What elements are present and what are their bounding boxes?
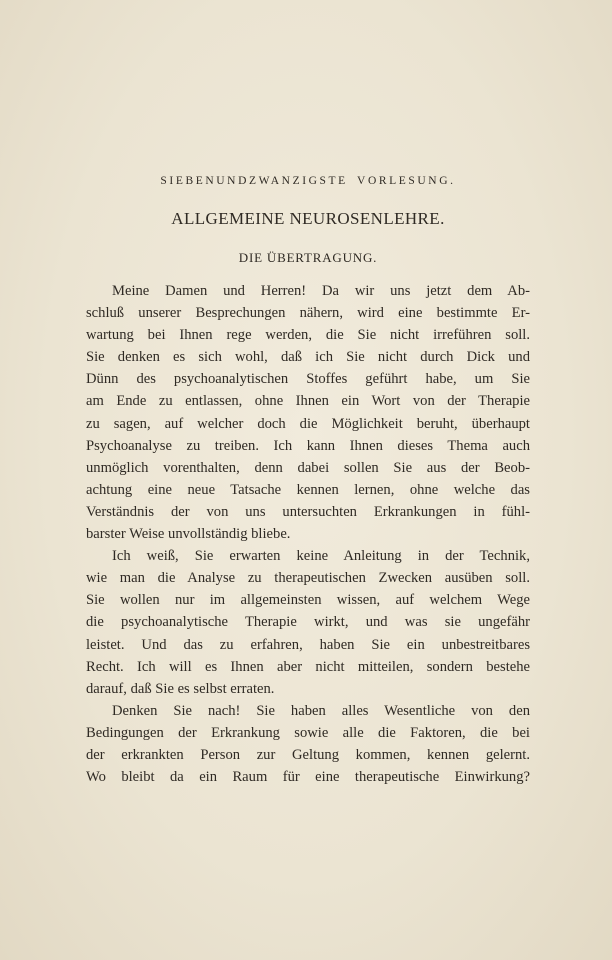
paragraph [86, 280, 530, 545]
text-line: Denken Sie nach! Sie haben alles Wesentliche von den [112, 702, 530, 719]
text-line: Verständnis der von uns untersuchten Erkrankungen in fühl- [86, 503, 530, 520]
text-line: wartung bei Ihnen rege werden, die Sie nicht irreführen soll. [86, 327, 530, 344]
text-line: Psychoanalyse zu treiben. Ich kann Ihnen dieses Thema auch [86, 437, 530, 454]
body-text [86, 280, 530, 788]
paragraph [86, 545, 530, 700]
text-line: unmöglich vorenthalten, denn dabei sollen Sie aus der Beob- [86, 459, 530, 476]
chapter-title: ALLGEMEINE NEUROSENLEHRE. [171, 209, 445, 228]
text-line: Dünn des psychoanalytischen Stoffes geführt habe, um Sie [86, 371, 530, 388]
text-line: Wo bleibt da ein Raum für eine therapeutische Einwirkung? [86, 769, 530, 786]
text-line: der erkrankten Person zur Geltung kommen, kennen gelernt. [86, 746, 530, 763]
text-line: wie man die Analyse zu therapeutischen Zwecken ausüben soll. [86, 570, 530, 587]
text-line: Bedingungen der Erkrankung sowie alle die Faktoren, die bei [86, 724, 530, 741]
text-line: Sie denken es sich wohl, daß ich Sie nicht durch Dick und [86, 349, 530, 366]
paragraph [86, 700, 530, 788]
text-line: darauf, daß Sie es selbst erraten. [86, 680, 275, 697]
text-line: Sie wollen nur im allgemeinsten wissen, auf welchem Wege [86, 592, 530, 609]
text-line: am Ende zu entlassen, ohne Ihnen ein Wort von der Therapie [86, 393, 530, 410]
text-line: achtung eine neue Tatsache kennen lernen, ohne welche das [86, 481, 530, 498]
lecture-number-heading: SIEBENUNDZWANZIGSTE VORLESUNG. [160, 175, 456, 187]
text-line: Recht. Ich will es Ihnen aber nicht mitteilen, sondern bestehe [86, 658, 530, 675]
text-line: Ich weiß, Sie erwarten keine Anleitung in der Technik, [112, 548, 530, 565]
text-line: schluß unserer Besprechungen nähern, wird eine bestimmte Er- [86, 305, 530, 322]
text-line: barster Weise unvollständig bliebe. [86, 526, 291, 543]
text-line: die psychoanalytische Therapie wirkt, und was sie ungefähr [86, 614, 530, 631]
section-title: DIE ÜBERTRAGUNG. [238, 250, 378, 265]
text-line: leistet. Und das zu erfahren, haben Sie ein unbestreitbares [86, 636, 530, 653]
text-line: Meine Damen und Herren! Da wir uns jetzt dem Ab- [112, 283, 530, 299]
text-line: zu sagen, auf welcher doch die Möglichkeit beruht, überhaupt [86, 415, 530, 432]
